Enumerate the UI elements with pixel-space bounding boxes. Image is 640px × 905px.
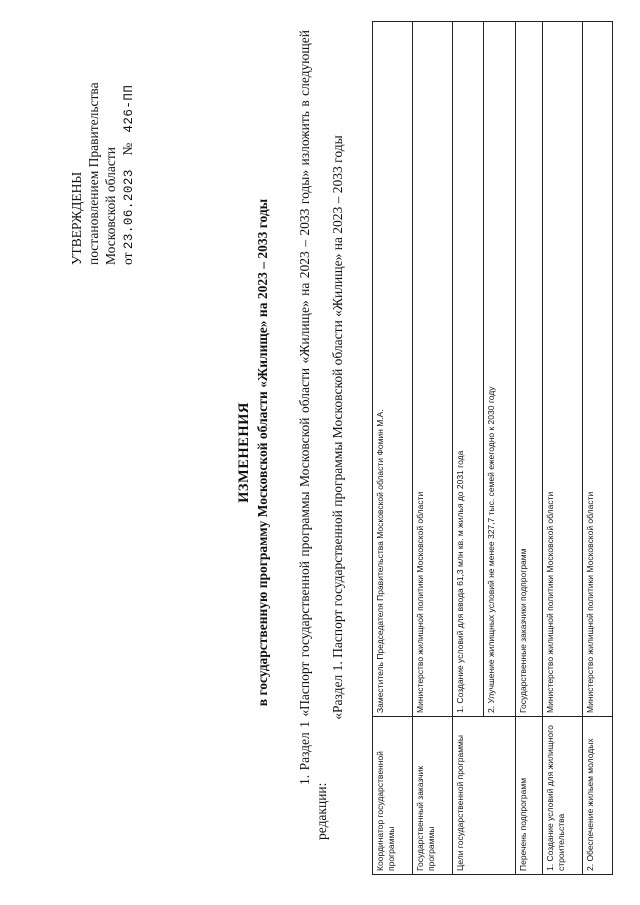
approval-date-line bbox=[119, 35, 138, 265]
amendment-paragraph: 1. Раздел 1 «Паспорт государственной программы Московской области «Жилище» на 2023 – 2033 годы» изложить в следующей редакции: bbox=[297, 30, 329, 840]
row-value: 1. Создание условий для ввода 61,3 млн кв. м жилья до 2031 года bbox=[453, 22, 484, 717]
row-value: Министерство жилищной политики Московской области bbox=[413, 22, 453, 717]
approval-date: 23.06.2023 bbox=[122, 169, 136, 250]
row-value: Государственные заказчики подпрограмм bbox=[516, 22, 543, 717]
row-label: 1. Создание условий для жилищного строительства bbox=[543, 717, 583, 875]
table-row bbox=[516, 22, 543, 875]
row-label: Цели государственной программы bbox=[453, 717, 516, 875]
table-row bbox=[453, 22, 484, 875]
table-row bbox=[413, 22, 453, 875]
program-passport-table bbox=[372, 21, 613, 875]
document-subtitle: в государственную программу Московской области «Жилище» на 2023 – 2033 годы bbox=[255, 198, 270, 707]
date-prefix: от bbox=[120, 252, 135, 265]
approval-number: 426-ПП bbox=[122, 84, 136, 133]
number-sign: № bbox=[120, 142, 135, 156]
row-value: 2. Улучшение жилищных условий не менее 327,7 тыс. семей ежегодно к 2030 году bbox=[484, 22, 516, 717]
table-row bbox=[373, 22, 413, 875]
row-value: Министерство жилищной политики Московской области bbox=[543, 22, 583, 717]
approval-line: УТВЕРЖДЕНЫ bbox=[69, 171, 84, 265]
row-label: 2. Обеспечение жильем молодых bbox=[583, 717, 613, 875]
table-row bbox=[583, 22, 613, 875]
approval-line: постановлением Правительства bbox=[86, 82, 101, 265]
row-label: Координатор государственной программы bbox=[373, 717, 413, 875]
row-value: Заместитель Председателя Правительства Московской области Фомин М.А. bbox=[373, 22, 413, 717]
approval-line: Московской области bbox=[103, 146, 118, 265]
row-label: Перечень подпрограмм bbox=[516, 717, 543, 875]
approval-stamp-block bbox=[68, 35, 138, 265]
row-value: Министерство жилищной политики Московской области bbox=[583, 22, 613, 717]
section-heading: «Раздел 1. Паспорт государственной программы Московской области «Жилище» на 2023 – 2033 годы bbox=[330, 135, 345, 720]
row-label: Государственный заказчик программы bbox=[413, 717, 453, 875]
document-title: ИЗМЕНЕНИЯ bbox=[236, 402, 252, 503]
table-row bbox=[543, 22, 583, 875]
